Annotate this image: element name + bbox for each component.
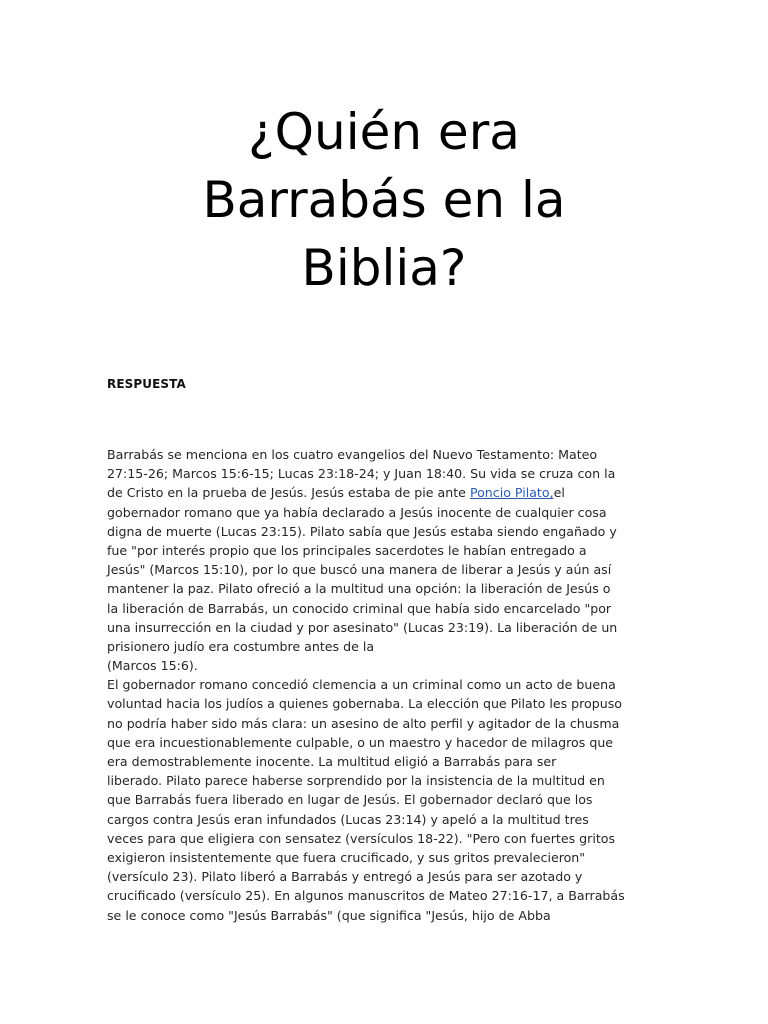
text-line: cargos contra Jesús eran infundados (Lucas 23:14) y apeló a la multitud tres — [107, 811, 589, 827]
text-line: se le conoce como "Jesús Barrabás" (que significa "Jesús, hijo de Abba — [107, 907, 551, 923]
section-heading: RESPUESTA — [107, 377, 186, 391]
text-line: la liberación de Barrabás, un conocido criminal que había sido encarcelado "por — [107, 600, 612, 616]
text-segment: el — [553, 485, 565, 501]
title-line: Biblia? — [301, 239, 467, 297]
text-segment: de Cristo en la prueba de Jesús. Jesús estaba de pie ante — [107, 485, 470, 501]
title-line: Barrabás en la — [202, 171, 566, 229]
page-title — [0, 98, 768, 302]
text-line: (Marcos 15:6). — [107, 658, 198, 674]
text-line: liberado. Pilato parece haberse sorprendido por la insistencia de la multitud en — [107, 773, 605, 789]
text-line: exigieron insistentemente que fuera crucificado, y sus gritos prevalecieron" — [107, 849, 586, 865]
text-line: fue "por interés propio que los principales sacerdotes le habían entregado a — [107, 542, 587, 558]
body-paragraph — [107, 445, 667, 925]
text-line: 27:15-26; Marcos 15:6-15; Lucas 23:18-24; y Juan 18:40. Su vida se cruza con la — [107, 466, 616, 482]
text-line — [107, 483, 667, 502]
text-line: que Barrabás fuera liberado en lugar de Jesús. El gobernador declaró que los — [107, 792, 593, 808]
text-line: veces para que eligiera con sensatez (versículos 18-22). "Pero con fuertes gritos — [107, 830, 616, 846]
text-line: prisionero judío era costumbre antes de la — [107, 638, 375, 654]
text-line: una insurrección en la ciudad y por asesinato" (Lucas 23:19). La liberación de un — [107, 619, 618, 635]
text-line: (versículo 23). Pilato liberó a Barrabás y entregó a Jesús para ser azotado y — [107, 869, 583, 885]
text-line: mantener la paz. Pilato ofreció a la multitud una opción: la liberación de Jesús o — [107, 581, 611, 597]
text-line: Jesús" (Marcos 15:10), por lo que buscó una manera de liberar a Jesús y aún así — [107, 562, 612, 578]
title-line: ¿Quién era — [248, 103, 520, 161]
text-line: era demostrablemente inocente. La multitud eligió a Barrabás para ser — [107, 754, 557, 769]
text-line: voluntad hacia los judíos a quienes gobernaba. La elección que Pilato les propuso — [107, 696, 623, 712]
text-line: gobernador romano que ya había declarado a Jesús inocente de cualquier cosa — [107, 504, 607, 520]
poncio-pilato-link[interactable]: Poncio Pilato, — [469, 485, 554, 501]
text-line: que era incuestionablemente culpable, o un maestro y hacedor de milagros que — [107, 734, 614, 750]
text-line: crucificado (versículo 25). En algunos manuscritos de Mateo 27:16-17, a Barrabás — [107, 888, 625, 904]
text-line: Barrabás se menciona en los cuatro evangelios del Nuevo Testamento: Mateo — [107, 447, 598, 462]
text-line: digna de muerte (Lucas 23:15). Pilato sabía que Jesús estaba siendo engañado y — [107, 523, 617, 539]
text-line: no podría haber sido más clara: un asesino de alto perfil y agitador de la chusma — [107, 715, 620, 731]
text-line: El gobernador romano concedió clemencia a un criminal como un acto de buena — [107, 677, 616, 693]
